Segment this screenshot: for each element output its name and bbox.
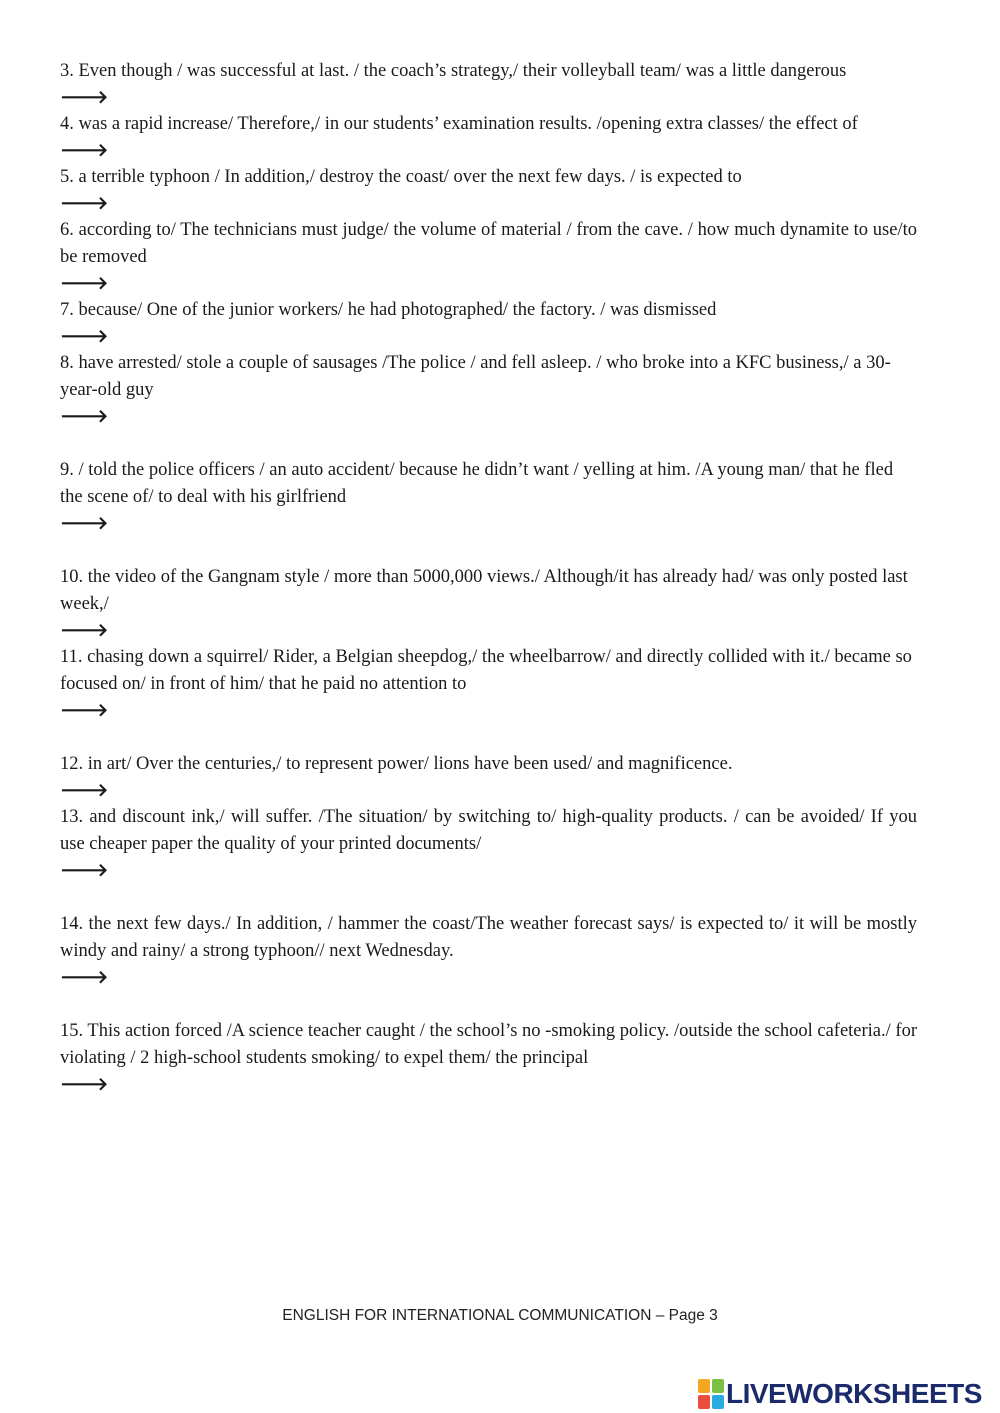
exercise-13-text: 13. and discount ink,/ will suffer. /The situation/ by switching to/ high-quality products. / can be avoided/ If you use cheaper paper the quality of your printed documents/ xyxy=(60,807,917,854)
exercise-15-text: 15. This action forced /A science teacher caught / the school’s no -smoking policy. /outside the school cafeteria./ for violating / 2 high-school students smoking/ to expel them/ the principal xyxy=(60,1021,917,1068)
spacer xyxy=(60,884,917,911)
exercise-14-answer-arrow-icon[interactable]: 🡒 xyxy=(60,967,109,988)
exercise-14-text: 14. the next few days./ In addition, / hammer the coast/The weather forecast says/ is expected to/ it will be mostly windy and rainy/ a strong typhoon// next Wednesday. xyxy=(60,914,917,961)
logo-square-red xyxy=(698,1395,710,1409)
spacer xyxy=(60,991,917,1018)
spacer xyxy=(60,724,917,751)
exercise-11-answer-arrow-icon[interactable]: 🡒 xyxy=(60,700,109,721)
exercise-4-answer-arrow-icon[interactable]: 🡒 xyxy=(60,140,109,161)
exercise-3-text: 3. Even though / was successful at last. / the coach’s strategy,/ their volleyball team/ was a little dangerous xyxy=(60,61,847,81)
exercise-4-text: 4. was a rapid increase/ Therefore,/ in our students’ examination results. /opening extra classes/ the effect of xyxy=(60,114,858,134)
exercise-10-answer-arrow-icon[interactable]: 🡒 xyxy=(60,620,109,641)
exercise-13-answer-arrow-icon[interactable]: 🡒 xyxy=(60,860,109,881)
exercise-6-text: 6. according to/ The technicians must judge/ the volume of material / from the cave. / how much dynamite to use/to be removed xyxy=(60,220,917,267)
exercise-9-answer-arrow-icon[interactable]: 🡒 xyxy=(60,513,109,534)
page-footer: ENGLISH FOR INTERNATIONAL COMMUNICATION – Page 3 xyxy=(282,1307,718,1324)
exercise-8-answer-arrow-icon[interactable]: 🡒 xyxy=(60,406,109,427)
exercise-12-text: 12. in art/ Over the centuries,/ to represent power/ lions have been used/ and magnificence. xyxy=(60,754,733,774)
spacer xyxy=(60,430,917,457)
liveworksheets-logo-icon xyxy=(698,1379,724,1409)
exercise-7-text: 7. because/ One of the junior workers/ he had photographed/ the factory. / was dismissed xyxy=(60,300,717,320)
exercise-11-text: 11. chasing down a squirrel/ Rider, a Belgian sheepdog,/ the wheelbarrow/ and directly collided with it./ became so focused on/ in front of him/ that he paid no attention to xyxy=(60,647,912,694)
exercise-7-answer-arrow-icon[interactable]: 🡒 xyxy=(60,326,109,347)
brand-name: LIVEWORKSHEETS xyxy=(726,1378,982,1409)
worksheet-body xyxy=(60,58,917,1098)
exercise-9-text: 9. / told the police officers / an auto accident/ because he didn’t want / yelling at him. /A young man/ that he fled the scene of/ to deal with his girlfriend xyxy=(60,460,894,507)
exercise-15-answer-arrow-icon[interactable]: 🡒 xyxy=(60,1074,109,1095)
exercise-5-answer-arrow-icon[interactable]: 🡒 xyxy=(60,193,109,214)
spacer xyxy=(60,537,917,564)
exercise-12-answer-arrow-icon[interactable]: 🡒 xyxy=(60,780,109,801)
exercise-10-text: 10. the video of the Gangnam style / more than 5000,000 views./ Although/it has already had/ was only posted last week,/ xyxy=(60,567,908,614)
exercise-6-answer-arrow-icon[interactable]: 🡒 xyxy=(60,273,109,294)
logo-square-orange xyxy=(698,1379,710,1393)
exercise-8-text: 8. have arrested/ stole a couple of sausages /The police / and fell asleep. / who broke into a KFC business,/ a 30-year-old guy xyxy=(60,353,891,400)
logo-square-blue xyxy=(712,1395,724,1409)
exercise-3-answer-arrow-icon[interactable]: 🡒 xyxy=(60,87,109,108)
liveworksheets-brand[interactable] xyxy=(698,1376,993,1412)
exercise-5-text: 5. a terrible typhoon / In addition,/ destroy the coast/ over the next few days. / is expected to xyxy=(60,167,742,187)
logo-square-green xyxy=(712,1379,724,1393)
